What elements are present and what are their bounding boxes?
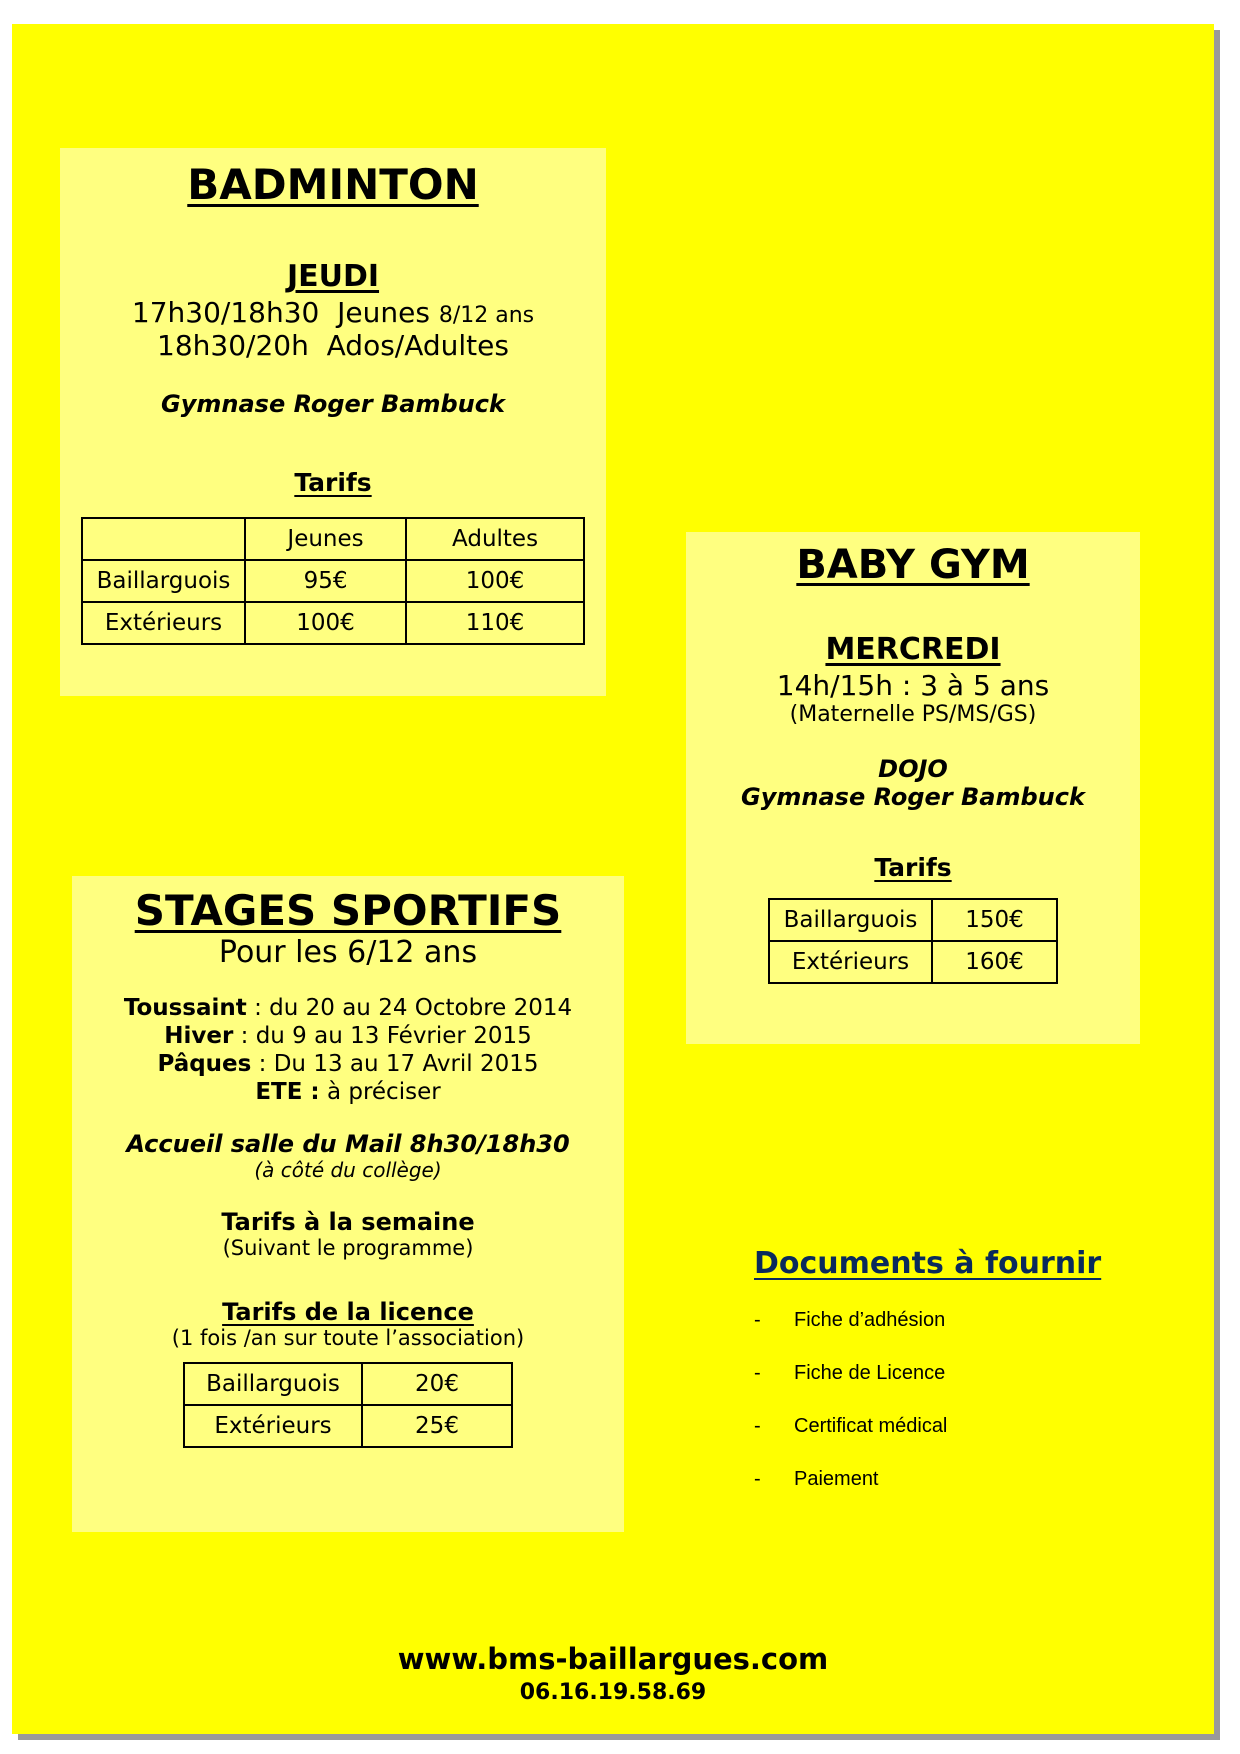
table-row xyxy=(184,1405,512,1447)
babygym-venue-1: DOJO xyxy=(878,755,948,783)
period-name: Hiver xyxy=(164,1023,234,1049)
table-cell: 160€ xyxy=(932,941,1057,983)
table-cell: Baillarguois xyxy=(82,560,245,602)
list-item: - Fiche d’adhésion xyxy=(754,1309,946,1331)
stages-week-note: (Suivant le programme) xyxy=(222,1236,474,1260)
badminton-slot-1-age: 8/12 ans xyxy=(438,303,535,328)
badminton-title: BADMINTON xyxy=(187,160,479,209)
period-text: à préciser xyxy=(319,1079,441,1105)
table-row xyxy=(82,602,584,644)
babygym-tarifs-table xyxy=(768,898,1058,984)
table-cell: Baillarguois xyxy=(184,1363,362,1405)
badminton-slot-1 xyxy=(60,296,606,329)
table-cell: 95€ xyxy=(245,560,406,602)
table-cell: Extérieurs xyxy=(184,1405,362,1447)
table-cell: Adultes xyxy=(406,518,584,560)
document-item-label: Fiche d’adhésion xyxy=(794,1309,946,1331)
badminton-slot-1-time: 17h30/18h30 Jeunes xyxy=(131,296,430,329)
table-cell xyxy=(82,518,245,560)
document-item-label: Paiement xyxy=(794,1468,879,1490)
stages-week-label: Tarifs à la semaine xyxy=(221,1208,475,1236)
period-name: Pâques xyxy=(157,1051,252,1077)
badminton-day: JEUDI xyxy=(286,259,380,294)
stages-periods xyxy=(72,994,624,1106)
period-row xyxy=(72,1078,624,1106)
table-cell: Extérieurs xyxy=(82,602,245,644)
footer-phone: 06.16.19.58.69 xyxy=(519,1680,707,1705)
stages-licence-table xyxy=(183,1362,513,1448)
babygym-time: 14h/15h : 3 à 5 ans xyxy=(776,669,1050,702)
table-cell: 100€ xyxy=(406,560,584,602)
babygym-classes: (Maternelle PS/MS/GS) xyxy=(789,702,1037,727)
table-row xyxy=(82,560,584,602)
babygym-tarifs-label: Tarifs xyxy=(874,853,952,882)
babygym-day: MERCREDI xyxy=(825,632,1001,667)
table-cell: Extérieurs xyxy=(769,941,932,983)
stages-title: STAGES SPORTIFS xyxy=(134,886,562,935)
stages-accueil: Accueil salle du Mail 8h30/18h30 xyxy=(126,1130,570,1158)
badminton-tarifs-table xyxy=(81,517,585,645)
period-text: : Du 13 au 17 Avril 2015 xyxy=(251,1051,539,1077)
documents-section xyxy=(754,1246,1174,1521)
table-row xyxy=(184,1363,512,1405)
document-item-label: Certificat médical xyxy=(794,1415,948,1437)
table-cell: 100€ xyxy=(245,602,406,644)
documents-title: Documents à fournir xyxy=(754,1246,1102,1281)
badminton-box xyxy=(60,148,606,696)
table-cell: 20€ xyxy=(362,1363,512,1405)
table-cell: Baillarguois xyxy=(769,899,932,941)
period-row xyxy=(72,1022,624,1050)
stages-subtitle: Pour les 6/12 ans xyxy=(218,935,478,970)
stages-licence-note: (1 fois /an sur toute l’association) xyxy=(171,1326,525,1350)
table-cell: 110€ xyxy=(406,602,584,644)
table-row xyxy=(82,518,584,560)
badminton-venue: Gymnase Roger Bambuck xyxy=(161,390,505,418)
stages-licence-label: Tarifs de la licence xyxy=(222,1298,474,1326)
badminton-slot-2: 18h30/20h Ados/Adultes xyxy=(157,329,509,362)
table-cell: 150€ xyxy=(932,899,1057,941)
period-text: : du 20 au 24 Octobre 2014 xyxy=(246,995,573,1021)
period-row xyxy=(72,1050,624,1078)
babygym-box xyxy=(686,532,1140,1044)
documents-list xyxy=(754,1309,1174,1521)
flyer-page xyxy=(12,24,1214,1734)
table-row xyxy=(769,899,1057,941)
document-item-label: Fiche de Licence xyxy=(794,1362,946,1384)
badminton-tarifs-label: Tarifs xyxy=(294,468,372,497)
list-item: - Certificat médical xyxy=(754,1415,948,1437)
list-item: - Paiement xyxy=(754,1468,879,1490)
table-cell: 25€ xyxy=(362,1405,512,1447)
babygym-venue-2: Gymnase Roger Bambuck xyxy=(741,783,1085,811)
period-name: Toussaint xyxy=(123,995,247,1021)
period-text: : du 9 au 13 Février 2015 xyxy=(233,1023,532,1049)
table-row xyxy=(769,941,1057,983)
stages-accueil-note: (à côté du collège) xyxy=(254,1158,442,1182)
list-item: - Fiche de Licence xyxy=(754,1362,946,1384)
table-cell: Jeunes xyxy=(245,518,406,560)
period-row xyxy=(72,994,624,1022)
stages-box xyxy=(72,876,624,1532)
period-name: ETE : xyxy=(255,1079,320,1105)
footer-website[interactable]: www.bms-baillargues.com xyxy=(397,1642,829,1676)
babygym-title: BABY GYM xyxy=(796,542,1030,588)
